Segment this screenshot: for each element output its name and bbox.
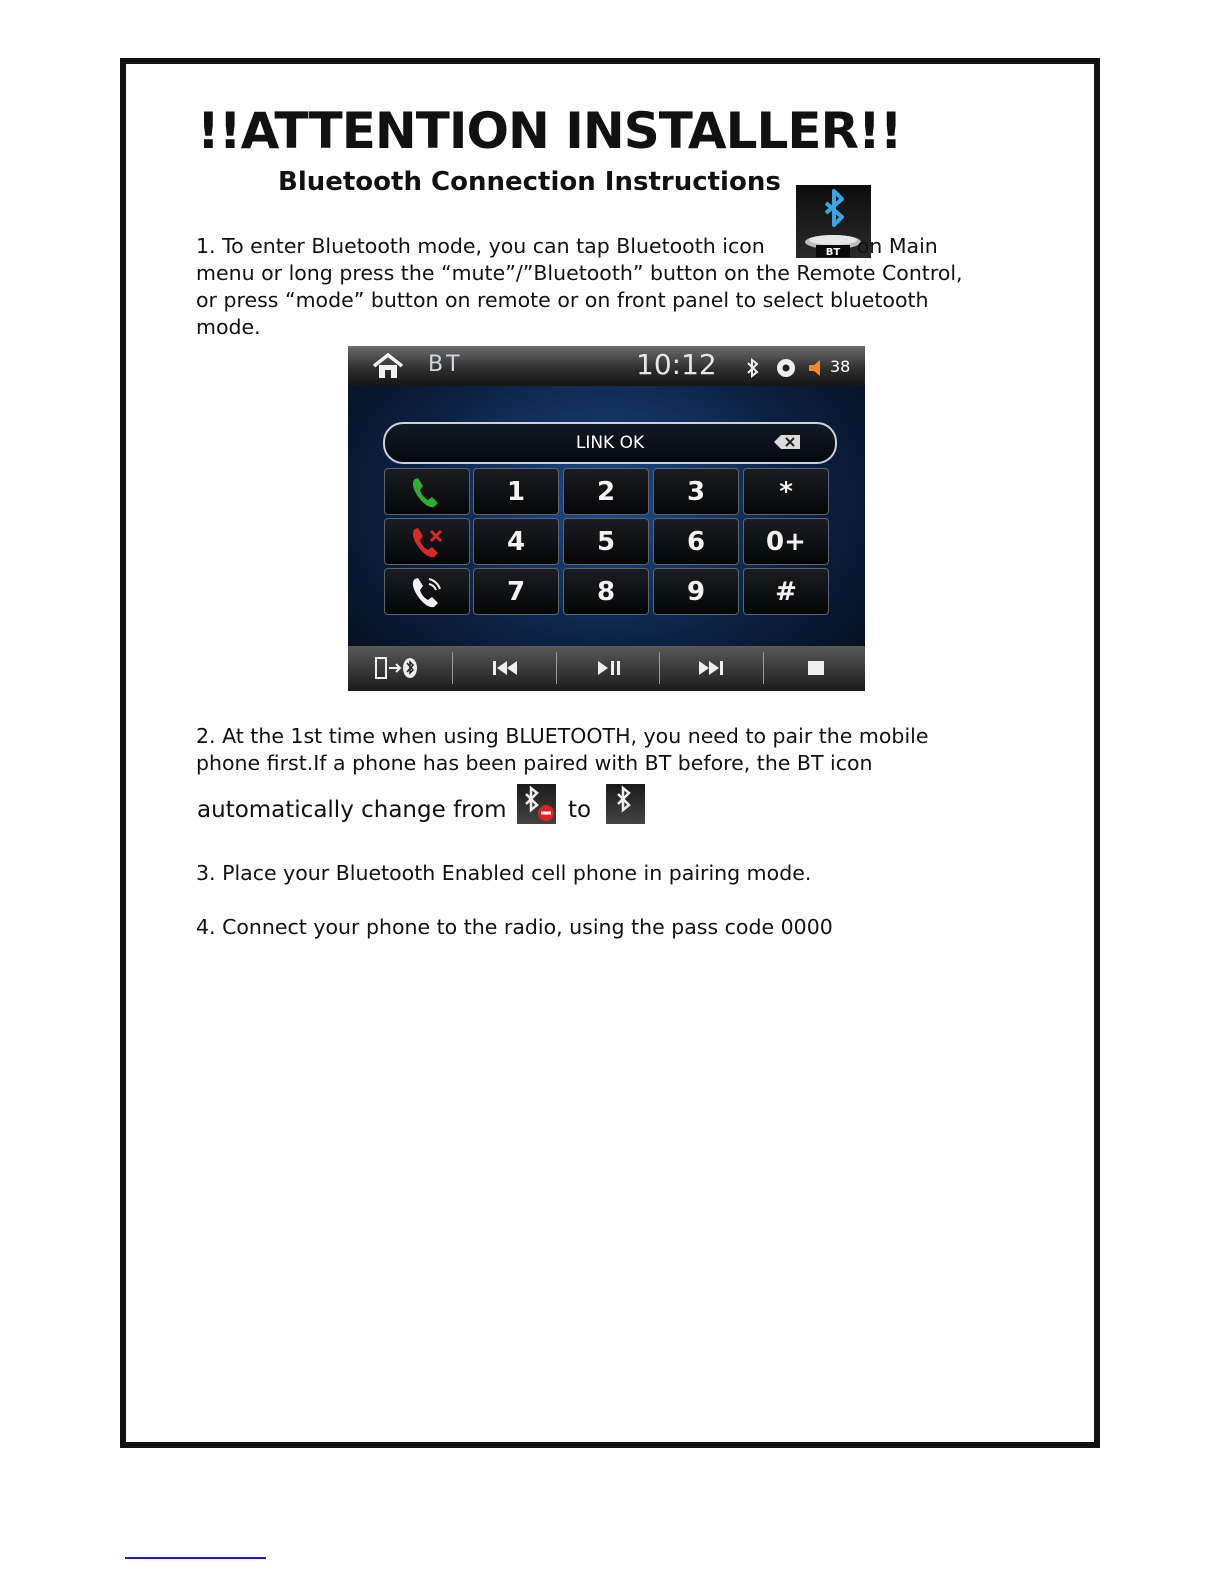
svg-text:BT: BT: [825, 247, 841, 258]
call-icon: [407, 473, 447, 513]
page-subtitle: Bluetooth Connection Instructions: [278, 167, 781, 197]
step-2-line-2: phone first.If a phone has been paired with BT before, the BT icon: [196, 751, 873, 775]
separator: [556, 652, 557, 684]
hang-up-icon: [407, 523, 447, 563]
step-1-line-4: mode.: [196, 315, 261, 339]
step-2-line-1: 2. At the 1st time when using BLUETOOTH, you need to pair the mobile: [196, 724, 929, 748]
control-bar: [348, 646, 865, 691]
play-pause-icon[interactable]: [580, 652, 640, 684]
key-5[interactable]: 5: [563, 518, 649, 565]
bluetooth-status-icon: [746, 358, 760, 378]
redial-button[interactable]: [384, 568, 470, 615]
previous-track-icon[interactable]: [475, 652, 535, 684]
key-1[interactable]: 1: [473, 468, 559, 515]
dial-display: [383, 422, 837, 464]
key-star[interactable]: *: [743, 468, 829, 515]
home-icon[interactable]: [371, 352, 405, 380]
clock: 10:12: [636, 348, 717, 381]
step-1-line-3: or press “mode” button on remote or on front panel to select bluetooth: [196, 288, 929, 312]
separator: [659, 652, 660, 684]
step-1-line-2: menu or long press the “mute”/”Bluetooth” button on the Remote Control,: [196, 261, 963, 285]
separator: [763, 652, 764, 684]
key-0[interactable]: 0+: [743, 518, 829, 565]
step-1-line-1a: 1. To enter Bluetooth mode, you can tap Bluetooth icon: [196, 234, 765, 258]
step-2-line-3: automatically change from: [197, 797, 507, 823]
app-name: BT: [428, 352, 463, 377]
step-1-line-1b: on Main: [856, 234, 938, 258]
key-hash[interactable]: #: [743, 568, 829, 615]
backspace-icon[interactable]: [773, 434, 801, 450]
volume-level: 38: [830, 357, 851, 376]
next-track-icon[interactable]: [683, 652, 743, 684]
call-button[interactable]: [384, 468, 470, 515]
step-2-text: [196, 723, 996, 777]
step-2-to: to: [568, 797, 592, 823]
disc-status-icon: [776, 358, 796, 378]
bluetooth-connected-icon: [606, 784, 645, 824]
redial-icon: [407, 573, 447, 613]
step-3-text: 3. Place your Bluetooth Enabled cell phone in pairing mode.: [196, 861, 812, 885]
bluetooth-disconnected-icon: [517, 784, 556, 824]
step-4-text: 4. Connect your phone to the radio, using the pass code 0000: [196, 915, 833, 939]
volume-icon: [807, 358, 827, 378]
key-4[interactable]: 4: [473, 518, 559, 565]
transfer-audio-icon[interactable]: [370, 652, 430, 684]
page-title: !!ATTENTION INSTALLER!!: [197, 102, 902, 160]
footer-link-underline[interactable]: [125, 1557, 266, 1559]
key-8[interactable]: 8: [563, 568, 649, 615]
key-6[interactable]: 6: [653, 518, 739, 565]
separator: [452, 652, 453, 684]
key-9[interactable]: 9: [653, 568, 739, 615]
step-1-text: [196, 233, 996, 341]
stop-icon[interactable]: [786, 652, 846, 684]
link-status: LINK OK: [575, 433, 645, 453]
key-2[interactable]: 2: [563, 468, 649, 515]
head-unit-screenshot: [348, 346, 865, 691]
key-7[interactable]: 7: [473, 568, 559, 615]
status-bar: [348, 346, 865, 386]
hang-up-button[interactable]: [384, 518, 470, 565]
key-3[interactable]: 3: [653, 468, 739, 515]
